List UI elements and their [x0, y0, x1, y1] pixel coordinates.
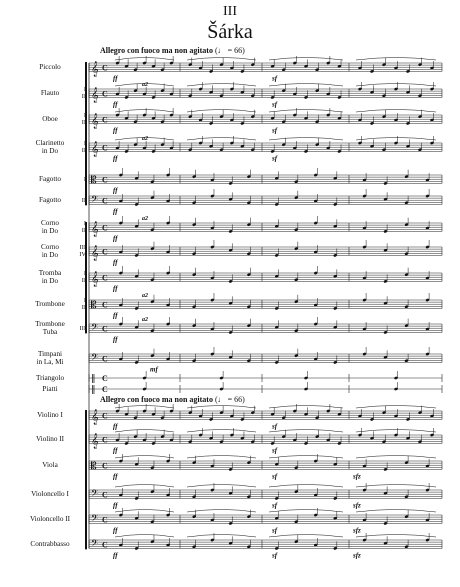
instrument-label: Flauto [40, 89, 60, 98]
clef-bass: 𝄢 [91, 194, 99, 207]
slur [115, 535, 174, 538]
part-numbers: II [81, 196, 86, 204]
time-signature: C [102, 385, 108, 394]
dynamic-ff: ff [113, 526, 118, 535]
slur [269, 138, 343, 141]
dynamic-sfz: sfz [353, 551, 361, 560]
dynamic-ff: ff [113, 551, 118, 560]
part-numbers: I II [81, 140, 86, 155]
slur [356, 138, 436, 141]
slur [269, 535, 343, 538]
part-numbers: III [79, 324, 86, 332]
clef-alto: 𝄡 [91, 461, 97, 473]
time-signature: C [102, 374, 108, 383]
clef-perc: ‖ [91, 374, 96, 384]
instrument-label: Violoncello II [29, 515, 71, 524]
part-numbers: I II [81, 297, 86, 312]
slur [269, 84, 343, 87]
tempo-marking-strings [100, 395, 245, 404]
time-signature: C [102, 223, 108, 233]
part-numbers: I II [81, 220, 86, 235]
instrument-label: Fagotto [39, 175, 61, 184]
dynamic-ff: ff [113, 100, 118, 109]
dynamic-sfz: sfz [353, 526, 361, 535]
clef-treble: 𝄞 [91, 114, 99, 129]
dynamic-ff: ff [113, 207, 118, 216]
slur [356, 406, 436, 409]
part-numbers: I II [81, 270, 86, 285]
clef-bass: 𝄢 [91, 538, 99, 551]
dynamic-sf: sf [272, 74, 278, 83]
time-signature: C [102, 196, 108, 206]
slur [187, 110, 256, 113]
clef-treble: 𝄞 [91, 272, 99, 287]
slur [187, 430, 256, 433]
slur [356, 510, 436, 513]
piece-title: Šárka [207, 21, 253, 43]
slur [187, 58, 256, 61]
slur [115, 430, 174, 433]
time-signature: C [102, 540, 108, 550]
dynamic-ff: ff [113, 311, 118, 320]
instrument-label: Fagotto [39, 196, 61, 205]
clef-treble: 𝄞 [91, 62, 99, 77]
dynamic-ff: ff [113, 186, 118, 195]
slur [356, 456, 436, 459]
time-signature: C [102, 515, 108, 525]
slur [115, 58, 174, 61]
instrument-label: Corno in Do [41, 219, 59, 236]
slur [269, 406, 343, 409]
clef-bass: 𝄢 [91, 322, 99, 335]
dynamic-ff: ff [113, 422, 118, 431]
instrument-label: Oboe [42, 115, 58, 124]
clef-bass: 𝄢 [91, 513, 99, 526]
time-signature: C [102, 89, 108, 99]
slur [356, 485, 436, 488]
part-numbers: I [83, 175, 86, 183]
slur [187, 510, 256, 513]
clef-tenor: 𝄡 [91, 300, 97, 312]
dynamic-ff: ff [113, 284, 118, 293]
clef-perc: ‖ [91, 385, 96, 395]
time-signature: C [102, 143, 108, 153]
slur [356, 535, 436, 538]
slur [187, 406, 256, 409]
instrument-label: Trombone Tuba [35, 320, 65, 337]
dynamic-sf: sf [272, 446, 278, 455]
time-signature: C [102, 490, 108, 500]
slur [269, 430, 343, 433]
dynamic-ff: ff [113, 472, 118, 481]
instrument-label: Violino I [37, 411, 63, 420]
time-signature: C [102, 273, 108, 283]
a2-marking: a2 [142, 82, 148, 88]
slur [187, 485, 256, 488]
time-signature: C [102, 435, 108, 445]
instrument-label: Piccolo [39, 63, 61, 72]
slur [115, 510, 174, 513]
slur [115, 406, 174, 409]
dynamic-mf: mf [150, 365, 158, 374]
tempo-text: Allegro con fuoco ma non agitato [100, 395, 213, 404]
instrument-label: Timpani in La, Mi [36, 350, 64, 367]
slur [356, 110, 436, 113]
tempo-text: Allegro con fuoco ma non agitato [100, 46, 213, 55]
instrument-label: Violino II [35, 435, 65, 444]
slur [187, 456, 256, 459]
clef-treble: 𝄞 [91, 246, 99, 261]
instrument-label: Triangolo [35, 374, 65, 382]
slur [187, 138, 256, 141]
time-signature: C [102, 411, 108, 421]
movement-number: III [223, 4, 237, 19]
dynamic-sf: sf [272, 501, 278, 510]
instrument-label: Clarinetto in Do [35, 139, 65, 156]
time-signature: C [102, 300, 108, 310]
time-signature: C [102, 175, 108, 185]
time-signature: C [102, 63, 108, 73]
time-signature: C [102, 115, 108, 125]
clef-bass: 𝄢 [91, 352, 99, 365]
slur [187, 84, 256, 87]
dynamic-ff: ff [113, 154, 118, 163]
instrument-label: Tromba in Do [38, 269, 62, 286]
instrument-label: Viola [42, 461, 58, 470]
clef-treble: 𝄞 [91, 434, 99, 449]
dynamic-sf: sf [272, 472, 278, 481]
dynamic-ff: ff [113, 501, 118, 510]
part-numbers: III IV [79, 244, 86, 259]
slur [269, 58, 343, 61]
a2-marking: a2 [142, 293, 148, 299]
instrument-label: Piatti [42, 385, 58, 393]
dynamic-ff: ff [113, 126, 118, 135]
metronome-mark: (♩ = 66) [214, 46, 245, 55]
dynamic-sfz: sfz [353, 472, 361, 481]
a2-marking: a2 [142, 317, 148, 323]
time-signature: C [102, 324, 108, 334]
instrument-label: Contrabbasso [30, 540, 70, 549]
dynamic-sf: sf [272, 126, 278, 135]
dynamic-sf: sf [272, 100, 278, 109]
dynamic-ff: ff [113, 335, 118, 344]
slur [269, 510, 343, 513]
slur [115, 485, 174, 488]
clef-treble: 𝄞 [91, 142, 99, 157]
clef-tenor: 𝄡 [91, 175, 97, 187]
instrument-label: Violoncello I [31, 490, 69, 499]
dynamic-sf: sf [272, 154, 278, 163]
slur [356, 84, 436, 87]
slur [269, 485, 343, 488]
dynamic-sf: sf [272, 526, 278, 535]
dynamic-ff: ff [113, 234, 118, 243]
dynamic-sfz: sfz [353, 501, 361, 510]
time-signature: C [102, 461, 108, 471]
slur [115, 110, 174, 113]
slur [115, 456, 174, 459]
clef-bass: 𝄢 [91, 488, 99, 501]
slur [356, 58, 436, 61]
instrument-label: Trombone [35, 300, 65, 309]
dynamic-ff: ff [113, 446, 118, 455]
part-numbers: I II [81, 86, 86, 101]
slur [356, 430, 436, 433]
slur [269, 456, 343, 459]
clef-treble: 𝄞 [91, 222, 99, 237]
a2-marking: a2 [142, 136, 148, 142]
dynamic-sf: sf [272, 551, 278, 560]
metronome-mark: (♩ = 66) [214, 395, 245, 404]
part-numbers: I II [81, 112, 86, 127]
slur [269, 110, 343, 113]
instrument-label: Corno in Do [41, 243, 59, 260]
slur [187, 535, 256, 538]
clef-treble: 𝄞 [91, 88, 99, 103]
tempo-marking-winds [100, 46, 245, 55]
time-signature: C [102, 354, 108, 364]
time-signature: C [102, 247, 108, 257]
dynamic-ff: ff [113, 74, 118, 83]
dynamic-sf: sf [272, 422, 278, 431]
clef-treble: 𝄞 [91, 410, 99, 425]
dynamic-ff: ff [113, 258, 118, 267]
a2-marking: a2 [142, 216, 148, 222]
